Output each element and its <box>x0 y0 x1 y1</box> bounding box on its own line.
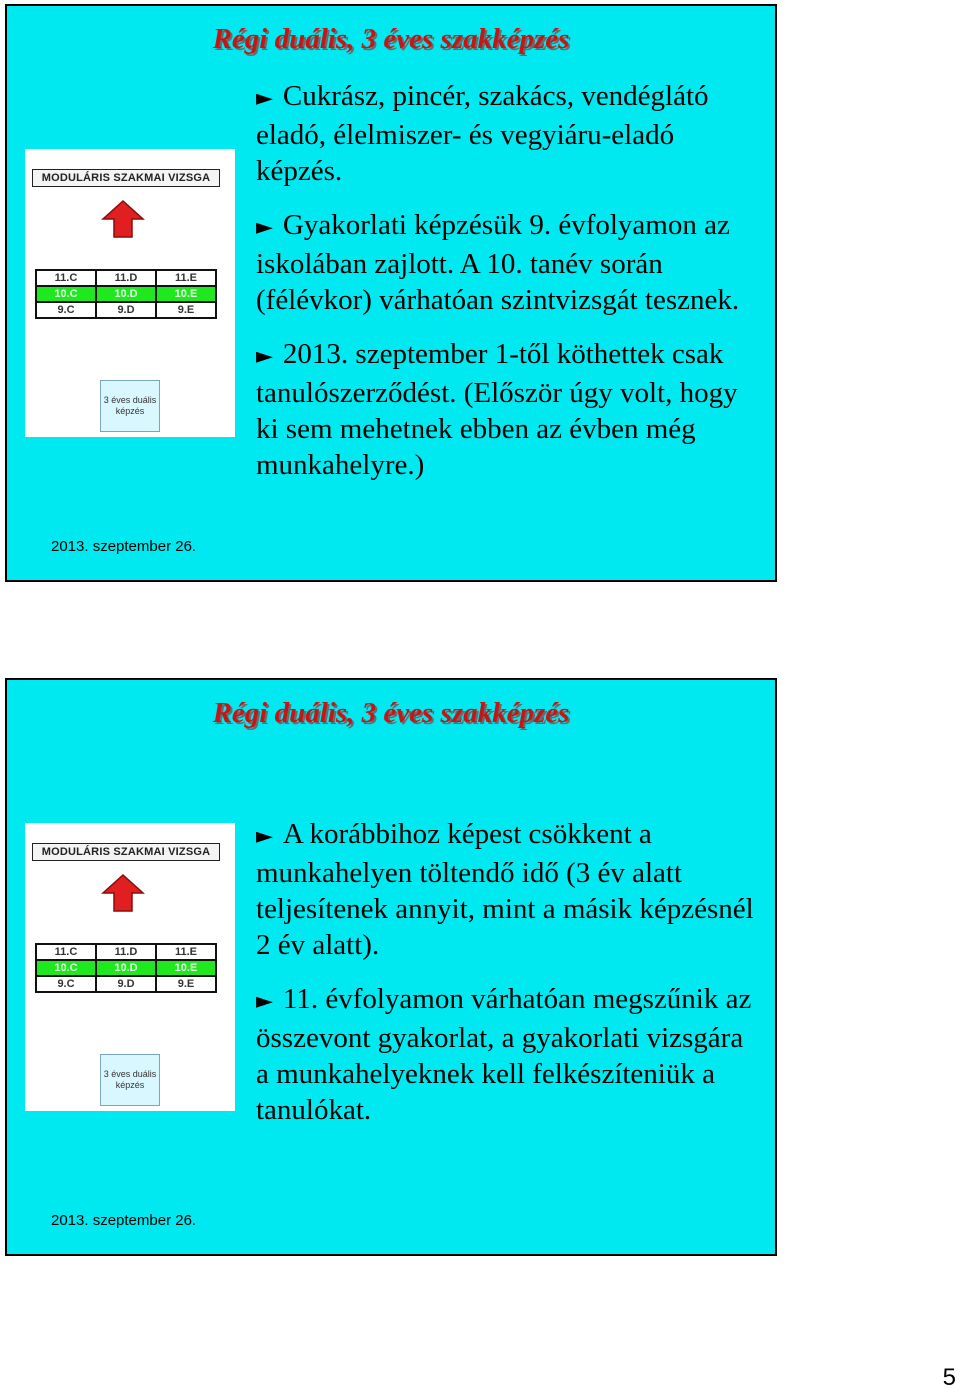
grade-row <box>36 270 216 286</box>
grade-cell: 9.C <box>36 302 96 318</box>
grade-cell: 9.E <box>156 302 216 318</box>
exam-label: MODULÁRIS SZAKMAI VIZSGA <box>32 169 220 187</box>
red-up-arrow-icon <box>101 199 145 239</box>
grade-grid <box>35 269 217 319</box>
grade-cell: 11.C <box>36 944 96 960</box>
grade-cell: 9.D <box>96 976 156 992</box>
bullet-text: Cukrász, pincér, szakács, vendéglátó eladó, élelmiszer- és vegyiáru-eladó képzés. <box>256 80 709 187</box>
grade-cell: 10.D <box>96 960 156 976</box>
diagram-panel <box>25 149 235 437</box>
slide-date: 2013. szeptember 26. <box>51 1212 197 1229</box>
grade-row <box>36 302 216 318</box>
red-up-arrow-icon <box>101 873 145 913</box>
grade-row <box>36 944 216 960</box>
grade-cell: 10.D <box>96 286 156 302</box>
slide-date: 2013. szeptember 26. <box>51 538 197 555</box>
bullet-item <box>256 207 756 318</box>
grade-cell: 11.E <box>156 944 216 960</box>
grade-cell: 11.C <box>36 270 96 286</box>
page-number: 5 <box>942 1364 956 1391</box>
bullet-item <box>256 336 756 483</box>
bullet-marker-icon: ► <box>256 824 273 849</box>
bullet-text: 11. évfolyamon várhatóan megszűnik az összevont gyakorlat, a gyakorlati vizsgára a munkahelyeknek kell felkészíteniük a tanulókat. <box>256 983 752 1126</box>
bullet-text: Gyakorlati képzésük 9. évfolyamon az iskolában zajlott. A 10. tanév során (félévkor) várhatóan szintvizsgát tesznek. <box>256 209 740 316</box>
bullet-list <box>256 816 756 1146</box>
bullet-marker-icon: ► <box>256 86 273 111</box>
slide-1 <box>5 4 777 582</box>
grade-cell: 11.D <box>96 944 156 960</box>
bullet-item <box>256 816 756 963</box>
exam-label: MODULÁRIS SZAKMAI VIZSGA <box>32 843 220 861</box>
grade-cell: 11.D <box>96 270 156 286</box>
grade-row-highlighted <box>36 960 216 976</box>
bullet-item <box>256 78 756 189</box>
slide-2 <box>5 678 777 1256</box>
bullet-marker-icon: ► <box>256 215 273 240</box>
bullet-item <box>256 981 756 1128</box>
grade-grid <box>35 943 217 993</box>
bullet-marker-icon: ► <box>256 989 273 1014</box>
slide-title: Régi duális, 3 éves szakképzés <box>212 697 570 729</box>
grade-row <box>36 976 216 992</box>
grade-cell: 9.C <box>36 976 96 992</box>
program-badge: 3 éves duális képzés <box>100 380 160 432</box>
bullet-text: 2013. szeptember 1-től köthettek csak tanulószerződést. (Először úgy volt, hogy ki sem mehetnek ebben az évben még munkahelyre.) <box>256 338 738 481</box>
diagram-panel <box>25 823 235 1111</box>
grade-cell: 11.E <box>156 270 216 286</box>
grade-cell: 9.E <box>156 976 216 992</box>
slide-title: Régi duális, 3 éves szakképzés <box>212 23 570 55</box>
grade-cell: 10.C <box>36 960 96 976</box>
grade-cell: 10.E <box>156 286 216 302</box>
grade-row-highlighted <box>36 286 216 302</box>
grade-cell: 10.C <box>36 286 96 302</box>
bullet-text: A korábbihoz képest csökkent a munkahelyen töltendő idő (3 év alatt teljesítenek annyit, mint a másik képzésnél 2 év alatt). <box>256 818 754 961</box>
program-badge: 3 éves duális képzés <box>100 1054 160 1106</box>
bullet-marker-icon: ► <box>256 344 273 369</box>
grade-cell: 10.E <box>156 960 216 976</box>
bullet-list <box>256 78 756 501</box>
grade-cell: 9.D <box>96 302 156 318</box>
